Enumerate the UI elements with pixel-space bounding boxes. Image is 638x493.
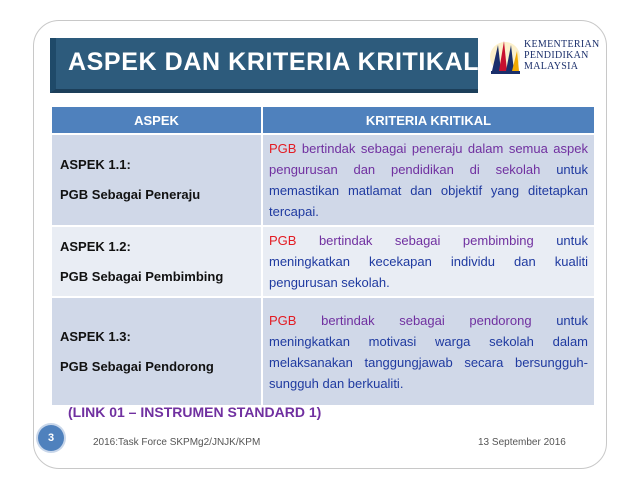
footer-date: 13 September 2016: [478, 437, 566, 448]
logo-line: PENDIDIKAN: [524, 50, 589, 61]
header-kriteria: KRITERIA KRITIKAL: [262, 107, 594, 134]
criteria-segment: untuk meningkatkan kecekapan individu dan kualiti pengurusan sekolah.: [269, 233, 588, 290]
aspect-cell: [52, 134, 262, 226]
aspect-code: ASPEK 1.3:: [60, 328, 131, 344]
criteria-table: [52, 107, 594, 405]
logo-text: [524, 39, 602, 72]
footer-source: 2016:Task Force SKPMg2/JNJK/KPM: [93, 437, 261, 448]
title-banner: [50, 38, 478, 93]
kpm-logo: [488, 37, 600, 77]
table-row: [52, 134, 594, 226]
aspect-name: PGB Sebagai Pendorong: [60, 358, 214, 374]
criteria-segment: bertindak sebagai peneraju dalam: [296, 141, 509, 156]
criteria-cell: [262, 226, 594, 297]
table-row: [52, 297, 594, 405]
criteria-segment: PGB: [269, 312, 297, 328]
table-header-row: [52, 107, 594, 134]
criteria-segment: untuk memastikan matlamat dan objektif yang ditetapkan tercapai.: [269, 162, 588, 219]
slide-title: ASPEK DAN KRITERIA KRITIKAL: [68, 48, 480, 76]
header-aspek: ASPEK: [52, 107, 262, 134]
aspect-name: PGB Sebagai Peneraju: [60, 187, 201, 202]
aspect-code: ASPEK 1.2:: [60, 238, 131, 254]
logo-line: MALAYSIA: [524, 61, 579, 72]
criteria-cell: [262, 134, 594, 226]
criteria-segment: semua aspek pengurusan dan pendidikan di sekolah: [269, 141, 588, 177]
kpm-emblem-icon: [488, 37, 522, 77]
table-row: [52, 226, 594, 297]
criteria-segment: bertindak sebagai pendorong: [296, 312, 532, 328]
aspect-cell: [52, 226, 262, 297]
criteria-cell: [262, 297, 594, 405]
criteria-segment: untuk meningkatkan motivasi warga sekolah dalam melaksanakan tanggungjawab secara bersungguh-sungguh dan berkualiti.: [269, 312, 588, 391]
page-number-badge: 3: [38, 425, 64, 451]
criteria-segment: PGB: [269, 233, 297, 248]
instrument-link[interactable]: (LINK 01 – INSTRUMEN STANDARD 1): [68, 404, 322, 420]
aspect-name: PGB Sebagai Pembimbing: [60, 268, 224, 284]
logo-line: KEMENTERIAN: [524, 39, 600, 50]
criteria-segment: PGB: [269, 141, 297, 156]
criteria-segment: bertindak sebagai pembimbing: [296, 233, 534, 248]
aspect-code: ASPEK 1.1:: [60, 157, 131, 172]
aspect-cell: [52, 297, 262, 405]
